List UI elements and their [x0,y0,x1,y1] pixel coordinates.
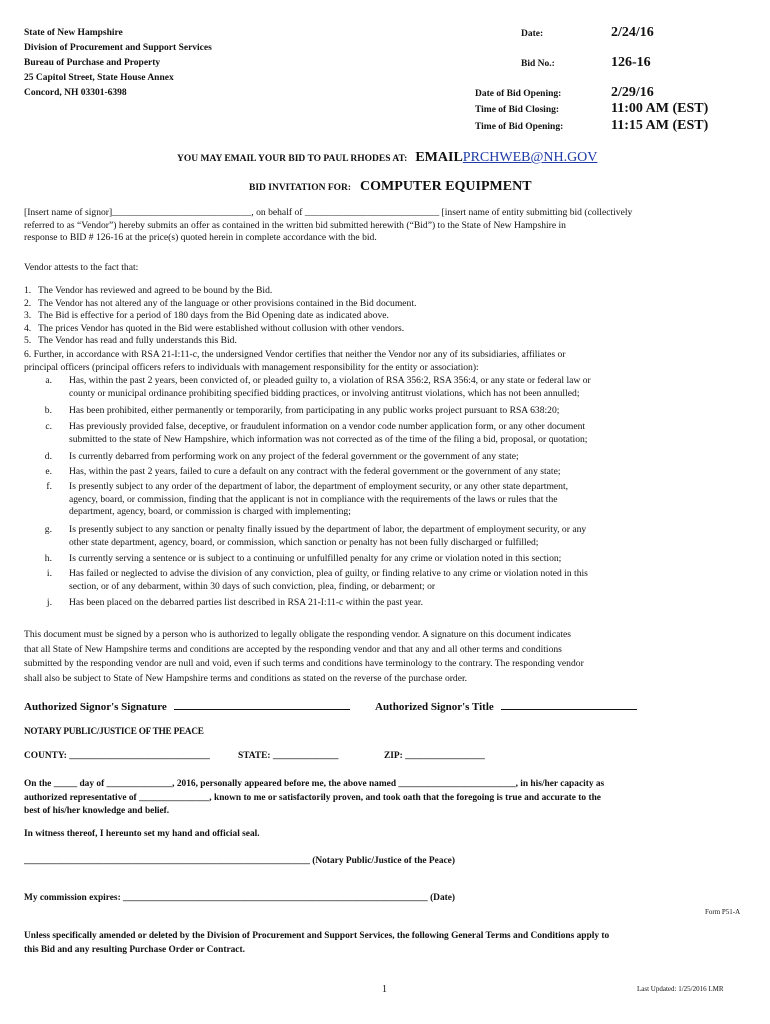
attestation-text: The Vendor has reviewed and agreed to be bound by the Bid. [38,285,273,296]
email-link[interactable]: PRCHWEB@NH.GOV [462,150,598,165]
subitem-line: Has been placed on the debarred parties list described in RSA 21-I:11-c within the past year. [69,597,423,608]
signor-title-label: Authorized Signor's Title [375,701,494,713]
closing-time-value: 11:00 AM (EST) [611,101,709,116]
agency-line-2: Division of Procurement and Support Services [24,43,212,53]
zip-label: ZIP: [384,751,403,761]
subitem-letter: g. [44,524,52,535]
subitem-line: submitted to the state of New Hampshire, which information was not corrected as of the time of the filing a bid, proposal, or quotation; [69,433,588,445]
subitem-line: Has previously provided false, deceptive, or fraudulent information on a vendor code number application form, or any other document [69,421,586,432]
agency-line-3: Bureau of Purchase and Property [24,58,161,68]
subitem-line: county or municipal ordinance prohibiting specified bidding practices, or involving antitrust violations, which has not been annulled; [69,387,580,399]
subitem-text [69,553,739,566]
subitem-line: section, or of any debarment, within 30 days of such conviction, plea, finding, or debarment; or [69,580,436,592]
subitem-text [69,421,739,446]
intro-line-1: [Insert name of signor]_____________________________, on behalf of ____________________________ [insert name of entity submitting bid (collectively [24,207,633,218]
form-id: Form P51-A [705,908,741,916]
bid-invitation-title: COMPUTER EQUIPMENT [360,179,532,194]
subitem-letter: f. [46,481,52,492]
attestation-text: The Vendor has read and fully understands this Bid. [38,335,237,347]
subitem-line: Is presently subject to any order of the department of labor, the department of employment security, or any other state department, [69,481,569,492]
bid-date-value: 2/24/16 [611,25,654,40]
subitem-line: Has, within the past 2 years, been convicted of, or pleaded guilty to, a violation of RSA 356:2, RSA 356:4, or any state or federal law or [69,375,591,386]
bid-invitation-prefix: BID INVITATION FOR: [249,183,352,193]
subitem-text [69,466,739,479]
subitem-line: Has, within the past 2 years, failed to cure a default on any contract with the federal government or the government of any state; [69,466,561,477]
item6-line-2: principal officers (principal officers refers to individuals with management responsibility for the entity or association): [24,361,479,373]
agency-line-5: Concord, NH 03301-6398 [24,88,127,98]
general-terms-line: this Bid and any resulting Purchase Order or Contract. [24,945,245,955]
subitem-text [69,597,739,610]
attestation-item-6 [24,349,754,374]
email-instruction-text: YOU MAY EMAIL YOUR BID TO PAUL RHODES AT: [177,154,408,164]
subitem-letter: c. [45,421,52,432]
attestation-number: 1. [24,285,32,296]
email-label: EMAIL [415,150,463,165]
subitem-text [69,568,739,593]
notary-appearance-line: best of his/her knowledge and belief. [24,806,170,816]
subitem-line: department, agency, board, or commission is charged with implementing; [69,506,351,518]
signor-title-row [375,699,637,713]
agency-address [24,26,324,101]
subitem-text [69,481,739,519]
last-updated: Last Updated: 1/25/2016 LMR [637,985,724,993]
opening-date-value: 2/29/16 [611,85,654,100]
attestation-number: 3. [24,310,32,322]
subitem-line: other state department, agency, board, or commission, which sanction or penalty has not been fully discharged or fulfilled; [69,536,539,548]
attestation-text: The Bid is effective for a period of 180 days from the Bid Opening date as indicated above. [38,310,389,322]
attestation-list [24,285,754,349]
notary-heading: NOTARY PUBLIC/JUSTICE OF THE PEACE [24,726,204,736]
signor-signature-label: Authorized Signor's Signature [24,701,167,713]
state-field[interactable]: ______________ [272,751,339,761]
agency-line-1: State of New Hampshire [24,28,123,38]
certification-subitems [0,375,770,615]
subitem-text [69,451,739,464]
subitem-text [69,405,739,418]
opening-date-label: Date of Bid Opening: [475,89,562,99]
notary-signature-line[interactable]: _____________________________________________________________ (Notary Public/Justice of the Peace) [24,856,455,866]
agency-line-4: 25 Capitol Street, State House Annex [24,73,174,83]
attests-heading: Vendor attests to the fact that: [24,262,139,273]
notary-appearance-paragraph [24,778,754,819]
email-instruction [177,148,597,166]
subitem-line: Is presently subject to any sanction or penalty finally issued by the department of labor, the department of employment security, or any [69,524,587,535]
notary-county-row [24,751,210,761]
general-terms-notice [24,929,754,957]
attestation-text: The prices Vendor has quoted in the Bid were established without collusion with other vendors. [38,322,405,334]
subitem-letter: i. [46,568,52,579]
subitem-text [69,375,739,400]
bid-date-label: Date: [521,29,544,39]
intro-paragraph [24,207,754,245]
signature-para-line: shall also be subject to State of New Hampshire terms and conditions as stated on the reverse of the purchase order. [24,672,468,684]
state-label: STATE: [238,751,271,761]
signature-para-line: submitted by the responding vendor are null and void, even if such terms and conditions have terminology to the contrary. The responding vendor [24,658,584,669]
intro-line-3: response to BID # 126-16 at the price(s) quoted herein in complete accordance with the bid. [24,232,377,244]
notary-zip-row [384,751,485,761]
subitem-text [69,524,739,549]
page-number: 1 [382,984,387,995]
general-terms-line: Unless specifically amended or deleted by the Division of Procurement and Support Services, the following General Terms and Conditions apply to [24,931,610,941]
closing-time-label: Time of Bid Closing: [475,105,560,115]
signor-signature-field[interactable] [174,699,350,710]
signature-para-line: that all State of New Hampshire terms and conditions are accepted by the responding vendor and that any and all other terms and conditions [24,643,562,655]
subitem-letter: d. [44,451,52,462]
subitem-letter: e. [45,466,52,477]
subitem-letter: j. [46,597,52,608]
county-label: COUNTY: [24,751,67,761]
signor-title-field[interactable] [501,699,637,710]
attestation-number: 2. [24,297,32,309]
subitem-line: Has failed or neglected to advise the division of any conviction, plea of guilty, or finding relative to any crime or violation noted in this [69,568,588,579]
zip-field[interactable]: _________________ [405,751,485,761]
subitem-line: Is currently debarred from performing work on any project of the federal government or the government of any state; [69,451,519,462]
bid-invitation-heading [249,177,532,195]
attestation-number: 4. [24,322,32,334]
bid-number-label: Bid No.: [521,59,555,69]
subitem-letter: a. [45,375,52,386]
subitem-line: Has been prohibited, either permanently or temporarily, from participating in any public works project pursuant to RSA 638:20; [69,405,560,416]
notary-witness-statement: In witness thereof, I hereunto set my hand and official seal. [24,829,260,839]
subitem-line: agency, board, or commission, finding that the applicant is not in compliance with the requirements of the laws or rules that the [69,493,558,505]
item6-line-1: Further, in accordance with RSA 21-I:11-c, the undersigned Vendor certifies that neither the Vendor nor any of its subsidiaries, affiliates or [33,349,566,360]
opening-time-label: Time of Bid Opening: [475,122,564,132]
signor-signature-row [24,699,350,713]
notary-appearance-line: authorized representative of _______________, known to me or satisfactorily proven, and took oath that the foregoing is true and accurate to the [24,792,601,803]
notary-appearance-line: On the _____ day of ______________, 2016, personally appeared before me, the above named _________________________, in his/her capacity as [24,779,605,789]
subitem-line: Is currently serving a sentence or is subject to a continuing or unfulfilled penalty for any crime or violation noted in this section; [69,553,562,564]
notary-state-row [238,751,338,761]
attestation-number: 5. [24,335,32,347]
signature-requirement-paragraph [24,628,754,686]
attestation-text: The Vendor has not altered any of the language or other provisions contained in the Bid document. [38,297,417,309]
commission-expires-line[interactable]: My commission expires: _________________________________________________________________ (Date) [24,893,456,903]
opening-time-value: 11:15 AM (EST) [611,118,709,133]
bid-number-value: 126-16 [611,55,651,70]
subitem-letter: b. [44,405,52,416]
signature-para-line: This document must be signed by a person who is authorized to legally obligate the responding vendor. A signature on this document indicates [24,629,572,640]
county-field[interactable]: ______________________________ [69,751,210,761]
attestation-number: 6. [24,349,32,360]
subitem-letter: h. [44,553,52,564]
intro-line-2: referred to as “Vendor”) hereby submits an offer as contained in the written bid submitted herewith (“Bid”) to the State of New Hampshire in [24,219,566,231]
